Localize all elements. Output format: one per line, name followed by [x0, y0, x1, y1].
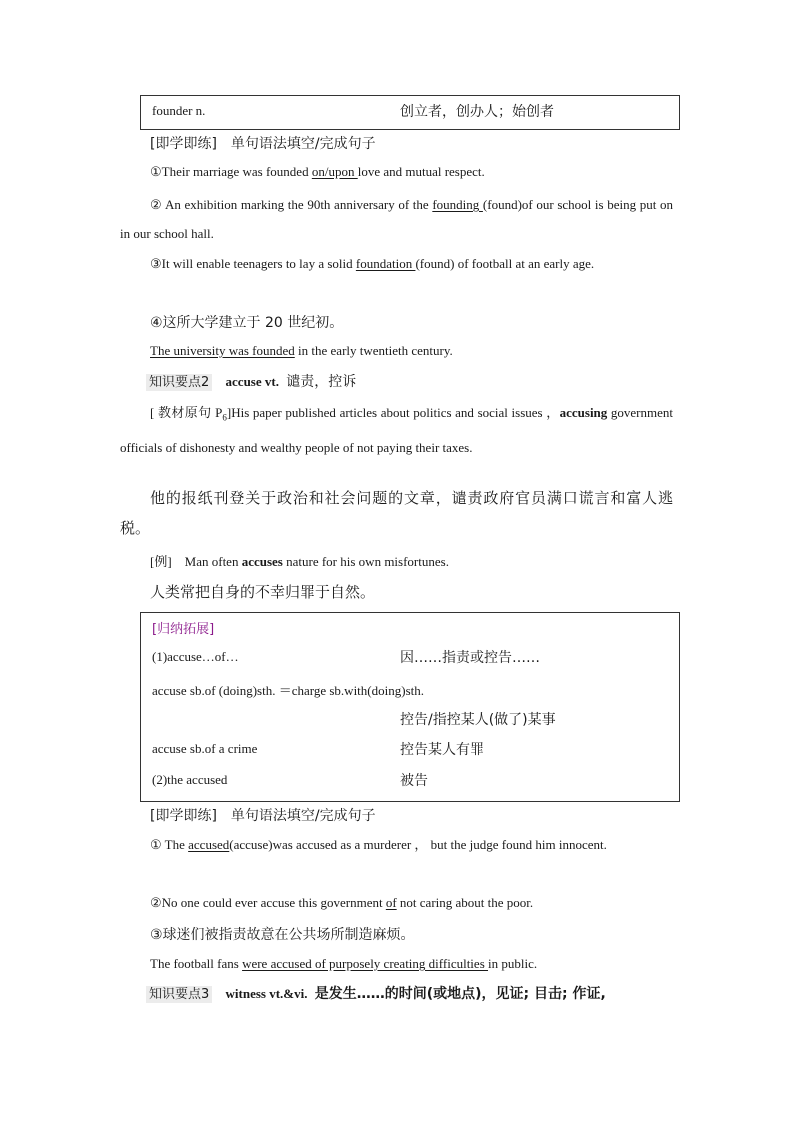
source-page: 6: [222, 412, 227, 423]
point3-word: witness vt.&vi.: [225, 986, 308, 1001]
example-label: [例] Man often: [150, 554, 242, 569]
point3-tag: 知识要点3: [146, 986, 212, 1003]
p2-q1-answer: accused: [188, 837, 230, 852]
q2-text: ② An exhibition marking the 90th anniversary of the: [150, 197, 433, 212]
p2-q3-text: The football fans: [150, 956, 243, 971]
q4-answer: The university was founded: [150, 343, 295, 358]
q2-text-end: (found)of our school is being put on in our school hall.: [120, 197, 673, 241]
practice1-q4: ④这所大学建立于 20 世纪初。: [150, 315, 344, 331]
example-text: nature for his own misfortunes.: [282, 554, 449, 569]
definition-box-founder: [140, 95, 680, 130]
q3-text: ③It will enable teenagers to lay a solid: [150, 256, 356, 271]
practice2-q3: ③球迷们被指责故意在公共场所制造麻烦。: [150, 927, 415, 943]
summary-row-3-cn: 控告/指控某人(做了)某事: [400, 712, 556, 728]
q3-text-end: (found) of football at an early age.: [415, 256, 595, 271]
point2-word: accuse vt.: [225, 374, 279, 389]
practice2-q3-answer: [150, 956, 537, 972]
p2-q1-text: ① The: [150, 837, 189, 852]
p2-q1-text-end: (accuse)was accused as a murderer ， but the judge found him innocent.: [229, 837, 607, 852]
practice1-q2: [120, 190, 673, 248]
point3-heading: [146, 983, 606, 1003]
summary-box-accuse: [140, 612, 680, 802]
summary-row-1-cn: 因……指责或控告……: [400, 650, 540, 666]
practice1-q1: [150, 164, 485, 180]
q1-text: ①Their marriage was founded: [150, 164, 312, 179]
q1-text-end: love and mutual respect.: [357, 164, 485, 179]
summary-row-5-cn: 被告: [400, 773, 428, 789]
point2-example-cn: 人类常把自身的不幸归罪于自然。: [150, 583, 376, 601]
example-keyword: accuses: [241, 554, 283, 569]
point2-translation: 他的报纸刊登关于政治和社会问题的文章，谴责政府官员满口谎言和富人逃税。: [120, 489, 673, 537]
meaning-founder: 创立者，创办人；始创者: [400, 104, 554, 120]
p2-q2-text: ②No one could ever accuse this government: [150, 895, 386, 910]
p2-q3-answer: were accused of purposely creating difficulties: [242, 956, 489, 971]
summary-row-4-en: accuse sb.of a crime: [152, 741, 258, 756]
point2-example: [150, 551, 449, 570]
source-text: ]His paper published articles about politics and social issues ，: [226, 405, 560, 420]
point2-heading: [146, 371, 356, 391]
source-text-end: government officials of dishonesty and wealthy people of not paying their taxes.: [120, 405, 674, 455]
point2-meaning: 谴责，控诉: [286, 374, 357, 390]
point3-meaning: 是发生……的时间(或地点)，见证; 目击; 作证,: [314, 986, 606, 1002]
p2-q2-answer: of: [385, 895, 397, 910]
point2-source-sentence: [120, 398, 673, 462]
practice2-q2: [150, 895, 533, 911]
p2-q2-text-end: not caring about the poor.: [396, 895, 534, 910]
summary-row-2-en: accuse sb.of (doing)sth. ＝charge sb.with(doing)sth.: [152, 683, 424, 698]
source-label: [ 教材原句 P: [150, 405, 223, 420]
q1-answer: on/upon: [311, 164, 358, 179]
practice2-q1: [120, 830, 673, 859]
practice-header-2: [即学即练] 单句语法填空/完成句子: [150, 808, 376, 824]
summary-title: [归纳拓展]: [152, 622, 215, 637]
point2-tag: 知识要点2: [146, 374, 212, 391]
q3-answer: foundation: [355, 256, 416, 271]
q2-answer: founding: [432, 197, 483, 212]
p2-q3-text-end: in public.: [488, 956, 538, 971]
term-founder: founder n.: [152, 103, 206, 118]
practice-header-1: [即学即练] 单句语法填空/完成句子: [150, 136, 376, 152]
source-keyword: accusing: [559, 405, 608, 420]
summary-row-5-en: (2)the accused: [152, 772, 228, 787]
summary-row-1-en: (1)accuse…of…: [152, 649, 239, 664]
practice1-q4-answer: [150, 343, 453, 359]
summary-row-4-cn: 控告某人有罪: [400, 742, 484, 758]
practice1-q3: [120, 249, 673, 278]
q4-text-end: in the early twentieth century.: [294, 343, 453, 358]
